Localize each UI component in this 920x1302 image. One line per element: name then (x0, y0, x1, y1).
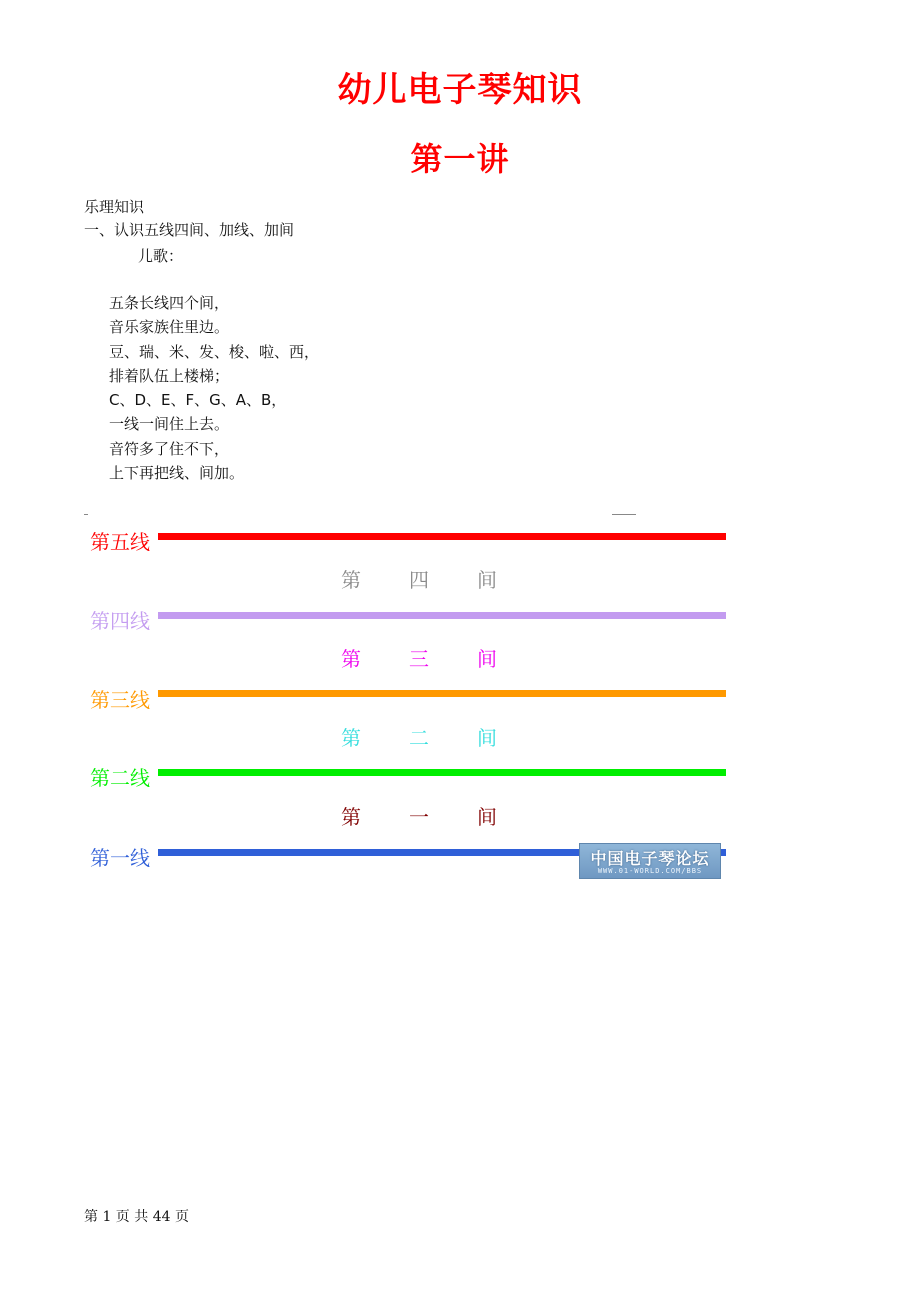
watermark-title: 中国电子琴论坛 (590, 849, 710, 868)
space-char: 三 (409, 647, 429, 671)
poem-line: 排着队伍上楼梯； (109, 366, 230, 385)
space-char: 第 (341, 805, 361, 829)
staff-line-label-5: 第五线 (90, 530, 150, 554)
staff-line-2 (158, 769, 726, 776)
space-char: 一 (409, 805, 429, 829)
space-char: 第 (341, 568, 361, 592)
item-heading: 一、认识五线四间、加线、加间 (84, 221, 295, 239)
poem-line: 上下再把线、间加。 (109, 464, 245, 483)
document-title: 幼儿电子琴知识 (337, 70, 583, 110)
space-char: 间 (477, 647, 497, 671)
lesson-subtitle: 第一讲 (410, 140, 510, 178)
space-char: 间 (477, 568, 497, 592)
poem-line: 五条长线四个间， (109, 294, 230, 312)
staff-line-5 (158, 533, 726, 540)
staff-line-label-4: 第四线 (90, 609, 150, 633)
space-char: 二 (409, 726, 429, 750)
space-char: 第 (341, 647, 361, 671)
section-label: 乐理知识 (84, 198, 145, 216)
staff-line-3 (158, 690, 726, 697)
staff-space-2 (0, 722, 920, 752)
song-label: 儿歌： (138, 247, 184, 265)
poem-line: 音符多了住不下， (109, 439, 230, 458)
space-char: 间 (477, 726, 497, 750)
staff-line-label-1: 第一线 (90, 846, 150, 870)
space-char: 间 (477, 805, 497, 829)
watermark-url: WWW.01-WORLD.COM/BBS (597, 867, 703, 875)
staff-space-4 (0, 564, 920, 594)
staff-line-label-2: 第二线 (90, 766, 150, 790)
staff-line-label-3: 第三线 (90, 688, 150, 712)
poem-line: C、D、E、F、G、A、B， (109, 391, 287, 410)
page-footer: 第 1 页 共 44 页 (84, 1209, 189, 1225)
staff-line-4 (158, 612, 726, 619)
poem-line: 一线一间住上去。 (109, 415, 230, 434)
children-song (109, 291, 319, 485)
space-char: 第 (341, 726, 361, 750)
staff-space-1 (0, 801, 920, 831)
space-char: 四 (409, 568, 429, 592)
stray-mark-right (612, 514, 636, 515)
poem-line: 豆、瑞、米、发、梭、啦、西， (109, 342, 320, 361)
forum-watermark (579, 843, 721, 879)
stray-mark-left (84, 514, 88, 515)
poem-line: 音乐家族住里边。 (109, 318, 230, 337)
staff-space-3 (0, 643, 920, 673)
